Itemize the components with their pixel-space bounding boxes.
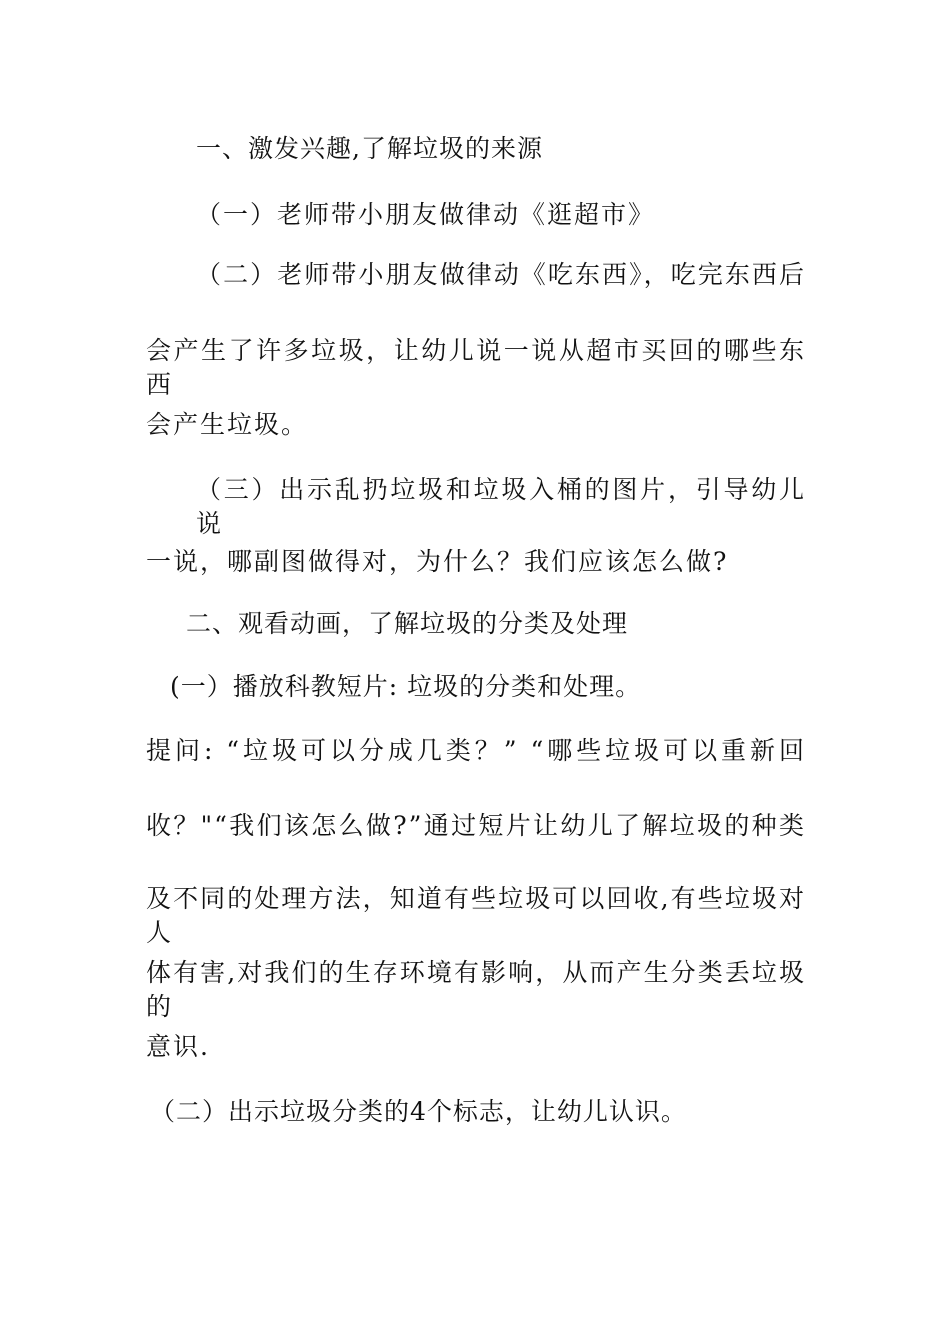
paragraph-line: （三）出示乱扔垃圾和垃圾入桶的图片，引导幼儿说 [196,475,806,538]
paragraph-line: （二）出示垃圾分类的4个标志，让幼儿认识。 [150,1097,687,1126]
paragraph-line: （一）老师带小朋友做律动《逛超市》 [196,200,656,229]
paragraph-line: 及不同的处理方法，知道有些垃圾可以回收,有些垃圾对人 [146,884,806,947]
section-heading-2: 二、观看动画，了解垃圾的分类及处理 [186,609,629,638]
paragraph-line: 意识. [146,1032,210,1061]
paragraph-line: 一说，哪副图做得对，为什么？我们应该怎么做? [146,547,729,576]
paragraph-line: 会产生了许多垃圾，让幼儿说一说从超市买回的哪些东西 [146,336,806,399]
paragraph-line: 收？"“我们该怎么做?”通过短片让幼儿了解垃圾的种类 [146,811,806,840]
paragraph-line: (一）播放科教短片: 垃圾的分类和处理。 [170,672,642,701]
section-heading-1: 一、激发兴趣,了解垃圾的来源 [196,134,543,163]
paragraph-line: （二）老师带小朋友做律动《吃东西》，吃完东西后 [196,260,806,289]
paragraph-line: 体有害,对我们的生存环境有影响，从而产生分类丢垃圾的 [146,958,806,1021]
paragraph-line: 会产生垃圾。 [146,410,309,439]
paragraph-line: 提问: “垃圾可以分成几类？” “哪些垃圾可以重新回 [146,736,806,765]
